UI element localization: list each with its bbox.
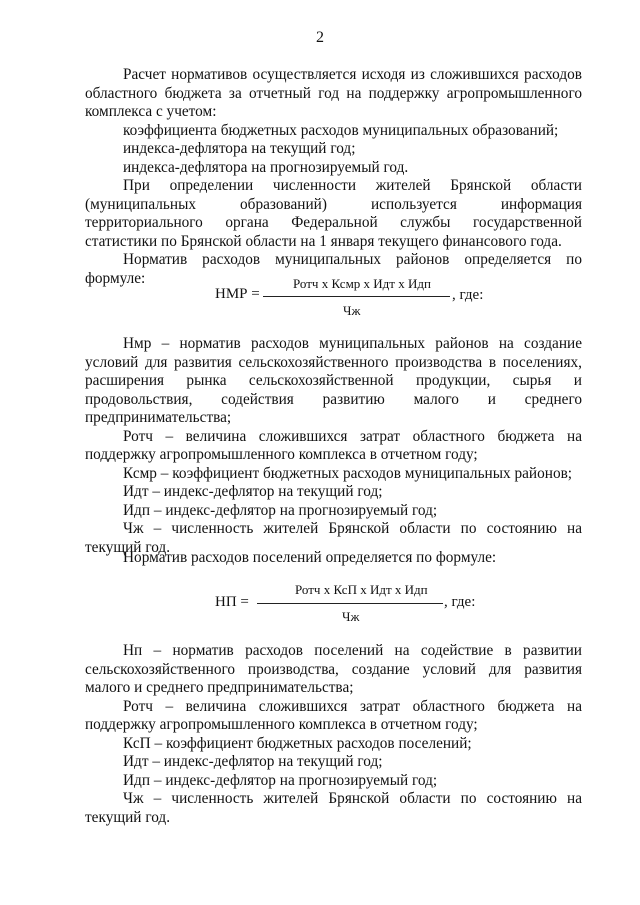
- definition-item: Ротч – величина сложившихся затрат областного бюджета на поддержку агропромышленного комплекса в отчетном году;: [85, 697, 582, 733]
- list-item: индекса-дефлятора на прогнозируемый год.: [123, 158, 409, 176]
- formula-suffix: , где:: [452, 287, 484, 303]
- formula-intro-paragraph: Норматив расходов муниципальных районов определяется по формуле:: [85, 251, 582, 287]
- formula-lhs: НМР =: [215, 286, 260, 302]
- list-item: индекса-дефлятора на текущий год;: [123, 140, 356, 157]
- formula-numerator: Ротч х КсП х Идт х Идп: [295, 582, 428, 597]
- definition-item: Идп – индекс-дефлятор на прогнозируемый год;: [123, 771, 438, 789]
- definition-item: Чж – численность жителей Брянской области по состоянию на текущий год.: [85, 790, 582, 826]
- formula-denominator: Чж: [342, 609, 360, 624]
- definition-item: Чж – численность жителей Брянской области по состоянию на текущий год.: [85, 520, 582, 556]
- definitions-section-1: [85, 335, 582, 557]
- formula-lhs: НП =: [215, 594, 249, 610]
- definition-item: Идт – индекс-дефлятор на текущий год;: [123, 753, 383, 770]
- statistics-paragraph: При определении численности жителей Брянской области (муниципальных образований) используется информация территориального органа Федеральной службы государственной статистики по Брянской области на 1 января текущего финансового года.: [85, 177, 582, 250]
- section-title: Норматив расходов поселений определяется по формуле:: [123, 549, 497, 566]
- formula-denominator: Чж: [343, 303, 361, 318]
- intro-paragraph: Расчет нормативов осуществляется исходя из сложившихся расходов областного бюджета за отчетный год на поддержку агропромышленного комплекса с учетом:: [85, 66, 582, 120]
- fraction-line: [257, 603, 443, 604]
- intro-section: [85, 66, 582, 288]
- section-2-title: [85, 549, 582, 568]
- definition-item: Идт – индекс-дефлятор на текущий год;: [123, 483, 383, 500]
- page-number: 2: [316, 29, 324, 46]
- definition-item: Нмр – норматив расходов муниципальных районов на создание условий для развития сельскохозяйственного производства в поселениях, расширения рынка сельскохозяйственной продукции, сырья и продовольствия, содействия развитию малого и среднего предпринимательства;: [85, 335, 582, 426]
- definition-item: Нп – норматив расходов поселений на содействие в развитии сельскохозяйственного производства, создание условий для развития малого и среднего предпринимательства;: [85, 642, 582, 696]
- definitions-section-2: [85, 642, 582, 827]
- definition-item: КсП – коэффициент бюджетных расходов поселений;: [123, 734, 472, 752]
- fraction-line: [263, 296, 450, 297]
- definition-item: Ротч – величина сложившихся затрат областного бюджета на поддержку агропромышленного комплекса в отчетном году;: [85, 427, 582, 463]
- definition-item: Идп – индекс-дефлятор на прогнозируемый год;: [123, 501, 438, 519]
- formula-numerator: Ротч х Ксмр х Идт х Идп: [293, 276, 431, 291]
- definition-item: Ксмр – коэффициент бюджетных расходов муниципальных районов;: [123, 464, 573, 482]
- formula-suffix: , где:: [444, 594, 476, 610]
- list-item: коэффициента бюджетных расходов муниципальных образований;: [123, 121, 559, 139]
